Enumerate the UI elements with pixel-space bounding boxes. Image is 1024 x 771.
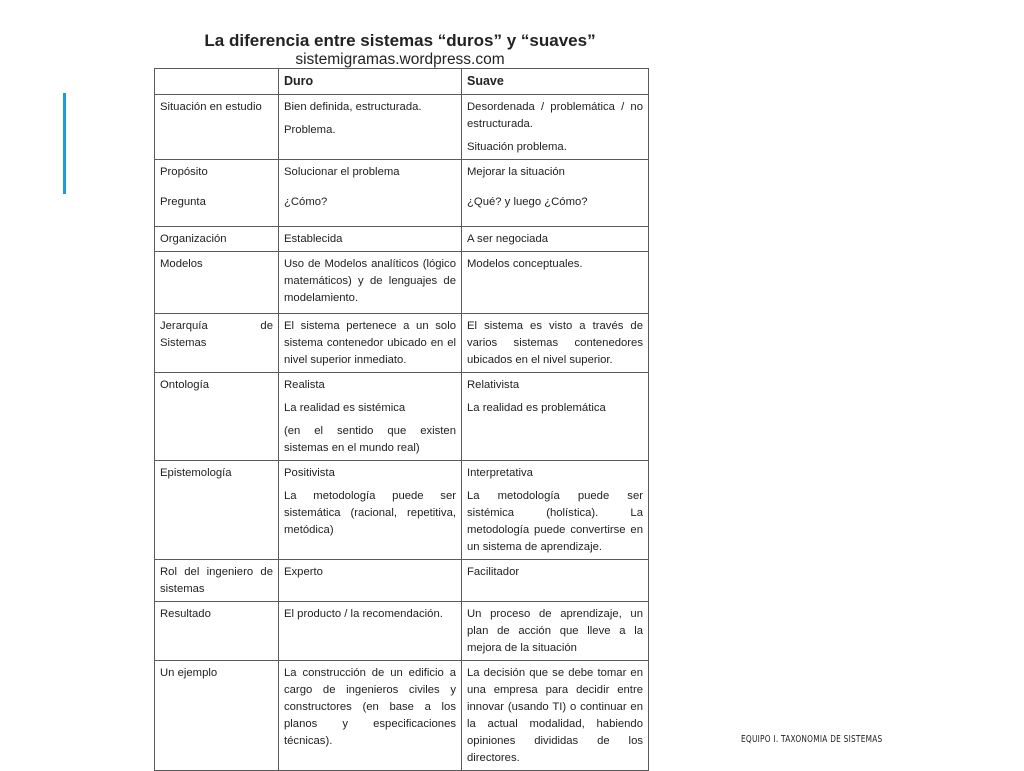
cell-text: ¿Cómo? (284, 196, 328, 208)
duro-cell (279, 95, 462, 160)
row-label: Jerarquía de Sistemas (155, 314, 279, 373)
table-row (155, 160, 649, 227)
duro-cell: El producto / la recomendación. (279, 602, 462, 661)
table-row (155, 602, 649, 661)
duro-cell: El sistema pertenece a un solo sistema contenedor ubicado en el nivel superior inmediato. (279, 314, 462, 373)
row-label: Modelos (155, 252, 279, 314)
row-label-pregunta: Pregunta (160, 196, 206, 208)
table-row (155, 227, 649, 252)
table-row (155, 661, 649, 771)
cell-text: Situación problema. (467, 141, 567, 153)
cell-text: Realista (284, 379, 325, 391)
comparison-table-image (150, 24, 650, 768)
cell-text: Mejorar la situación (467, 166, 565, 178)
cell-text: La metodología puede ser sistemática (racional, repetitiva, metódica) (284, 490, 456, 536)
accent-bar (63, 93, 66, 194)
duro-cell: Experto (279, 560, 462, 602)
suave-cell (462, 160, 649, 227)
slide-caption: EQUIPO I. TAXONOMIA DE SISTEMAS (741, 734, 883, 745)
suave-cell: La decisión que se debe tomar en una empresa para decidir entre innovar (usando TI) o continuar en la actual modalidad, habiendo opiniones divididas de los directores. (462, 661, 649, 771)
cell-text: La realidad es sistémica (284, 402, 406, 414)
cell-text: (en el sentido que existen sistemas en el mundo real) (284, 425, 456, 454)
suave-cell: A ser negociada (462, 227, 649, 252)
table-row (155, 373, 649, 461)
table-row (155, 560, 649, 602)
header-suave: Suave (462, 69, 649, 95)
table-row (155, 95, 649, 160)
row-label: Rol del ingeniero de sistemas (155, 560, 279, 602)
cell-text: Desordenada / problemática / no estructurada. (467, 101, 643, 130)
duro-cell (279, 160, 462, 227)
table-row (155, 314, 649, 373)
cell-text: La metodología puede ser sistémica (holística). La metodología puede convertirse en un sistema de aprendizaje. (467, 490, 643, 553)
duro-cell (279, 461, 462, 560)
header-duro: Duro (279, 69, 462, 95)
comparison-table (154, 68, 649, 771)
row-label (155, 160, 279, 227)
row-label: Resultado (155, 602, 279, 661)
duro-cell: Uso de Modelos analíticos (lógico matemáticos) y de lenguajes de modelamiento. (279, 252, 462, 314)
cell-text: ¿Qué? y luego ¿Cómo? (467, 196, 588, 208)
row-label: Situación en estudio (155, 95, 279, 160)
duro-cell: Establecida (279, 227, 462, 252)
suave-cell: El sistema es visto a través de varios sistemas contenedores ubicados en el nivel superior. (462, 314, 649, 373)
cell-text: Bien definida, estructurada. (284, 101, 422, 113)
table-row (155, 252, 649, 314)
suave-cell (462, 461, 649, 560)
duro-cell (279, 373, 462, 461)
suave-cell: Un proceso de aprendizaje, un plan de acción que lleve a la mejora de la situación (462, 602, 649, 661)
row-label: Organización (155, 227, 279, 252)
table-row (155, 461, 649, 560)
row-label: Un ejemplo (155, 661, 279, 771)
suave-cell (462, 95, 649, 160)
suave-cell: Facilitador (462, 560, 649, 602)
cell-text: Relativista (467, 379, 520, 391)
suave-cell (462, 373, 649, 461)
table-title: La diferencia entre sistemas “duros” y “suaves” (204, 31, 596, 50)
row-label-proposito: Propósito (160, 166, 208, 178)
cell-text: Interpretativa (467, 467, 533, 479)
cell-text: Problema. (284, 124, 336, 136)
row-label: Epistemología (155, 461, 279, 560)
header-empty (155, 69, 279, 95)
cell-text: La realidad es problemática (467, 402, 606, 414)
row-label: Ontología (155, 373, 279, 461)
suave-cell: Modelos conceptuales. (462, 252, 649, 314)
duro-cell: La construcción de un edificio a cargo de ingenieros civiles y constructores (en base a los planos y especificaciones técnicas). (279, 661, 462, 771)
table-header-row (155, 69, 649, 95)
cell-text: Solucionar el problema (284, 166, 400, 178)
table-subtitle: sistemigramas.wordpress.com (295, 51, 505, 68)
cell-text: Positivista (284, 467, 335, 479)
